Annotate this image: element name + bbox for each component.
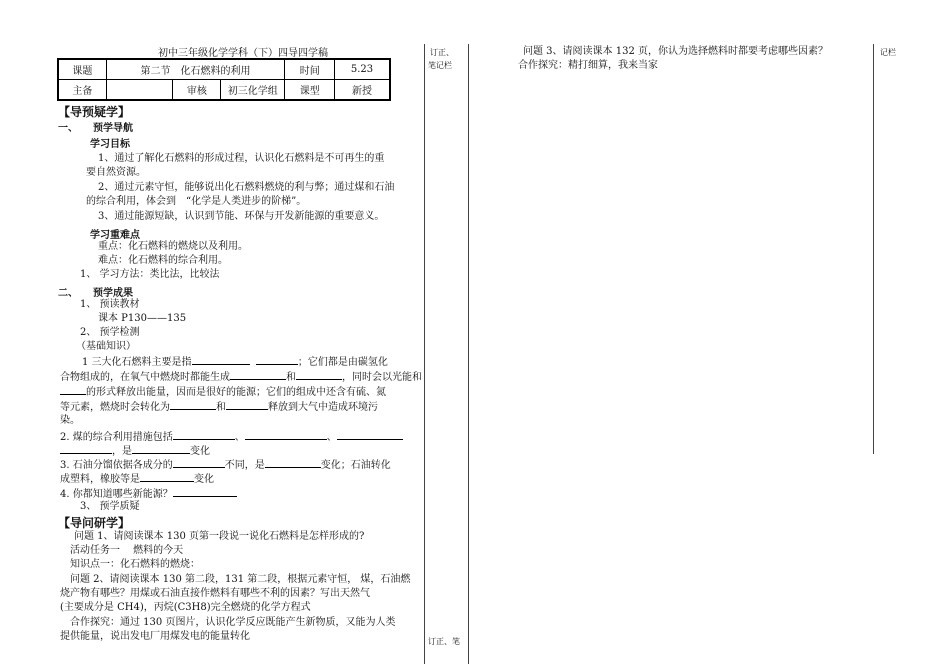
question-text: 问题 3、请阅读课本 132 页，你认为选择燃料时都要考虑哪些因素？: [523, 46, 828, 57]
column-divider: [873, 44, 874, 454]
question-text: 问题 2、请阅读课本 130 第二段，131 第二段，根据元素守恒， 煤，石油燃: [70, 574, 411, 585]
margin-label: 记栏: [880, 48, 896, 57]
key-point-text: 重点：化石燃料的燃烧以及利用。: [98, 241, 248, 252]
step-text: （基础知识）: [76, 341, 136, 352]
answer-blank[interactable]: [173, 486, 237, 497]
question-line: 2. 煤的综合利用措施包括 、 、: [60, 429, 403, 445]
margin-label: 订正、笔: [428, 637, 460, 646]
answer-blank[interactable]: [140, 471, 194, 482]
table-cell: 新授: [335, 80, 390, 101]
knowledge-text: 知识点一：化石燃料的燃烧：: [70, 559, 200, 570]
lesson-info-table: [57, 58, 391, 101]
answer-blank[interactable]: [60, 384, 86, 395]
key-points-heading: 学习重难点: [90, 230, 140, 241]
answer-blank[interactable]: [230, 369, 286, 380]
question-text: (主要成分是 CH4)，丙烷(C3H8)完全燃烧的化学方程式: [60, 602, 311, 613]
table-cell: 时间: [285, 59, 335, 80]
cooperation-text: 合作探究：精打细算，我来当家: [518, 60, 658, 71]
section-heading-research: 【导问研学】: [58, 516, 131, 530]
step-text: 1、 预读教材: [80, 299, 140, 310]
question-line: 的形式释放出能量，因而是很好的能源；它们的组成中还含有硫、氮: [60, 384, 386, 400]
step-text: 3、 预学质疑: [80, 501, 140, 512]
subsection-heading: 二、 预学成果: [58, 288, 133, 299]
answer-blank[interactable]: [173, 457, 225, 468]
goal-text: 要自然资源。: [86, 167, 146, 178]
table-cell: 初三化学组: [221, 80, 285, 101]
answer-blank[interactable]: [60, 443, 112, 454]
question-line: 染。: [60, 415, 80, 426]
answer-blank[interactable]: [296, 369, 342, 380]
answer-blank[interactable]: [192, 354, 250, 365]
question-line: 等元素，燃烧时会转化为 和 释放到大气中造成环境污: [60, 399, 378, 415]
question-line: 成塑料，橡胶等是 变化: [60, 471, 214, 487]
cooperation-text: 合作探究：通过 130 页图片，认识化学反应既能产生新物质，又能为人类: [70, 617, 396, 628]
question-text: 问题 1、请阅读课本 130 页第一段说一说化石燃料是怎样形成的?: [74, 531, 365, 542]
goal-text: 的综合利用，体会到 “化学是人类进步的阶梯”。: [86, 196, 307, 207]
column-divider: [424, 44, 425, 664]
answer-blank[interactable]: [265, 457, 321, 468]
document-title: 初中三年级化学学科（下）四导四学稿: [158, 48, 328, 59]
table-cell: 审核: [173, 80, 221, 101]
table-row: [58, 59, 390, 80]
answer-blank[interactable]: [337, 429, 403, 440]
table-cell: 5.23: [335, 59, 390, 80]
table-cell: 第二节 化石燃料的利用: [106, 59, 285, 80]
step-text: 课本 P130——135: [98, 313, 187, 324]
answer-blank[interactable]: [132, 443, 190, 454]
question-line: 1 三大化石燃料主要是指 ；它们都是由碳氢化: [82, 354, 388, 370]
question-line: 3. 石油分馏依据各成分的 不同，是 变化；石油转化: [60, 457, 391, 473]
margin-label: 订正、: [430, 48, 454, 57]
activity-text: 活动任务一 燃料的今天: [70, 545, 184, 556]
answer-blank[interactable]: [226, 399, 268, 410]
question-line: ，是 变化: [60, 443, 210, 459]
table-cell: 课型: [285, 80, 335, 101]
column-divider: [468, 44, 469, 664]
table-cell: 课题: [58, 59, 106, 80]
question-text: 烧产物有哪些？用煤或石油直接作燃料有哪些不利的因素？写出天然气: [60, 588, 370, 599]
section-heading-preview: 【导预疑学】: [58, 105, 131, 119]
answer-blank[interactable]: [173, 429, 235, 440]
goals-heading: 学习目标: [90, 139, 130, 150]
answer-blank[interactable]: [170, 399, 216, 410]
cooperation-text: 提供能量，说出发电厂用煤发电的能量转化: [60, 631, 250, 642]
margin-label: 笔记栏: [428, 61, 452, 70]
table-cell: 主备: [58, 80, 106, 101]
goal-text: 1、通过了解化石燃料的形成过程，认识化石燃料是不可再生的重: [98, 153, 385, 164]
table-cell: [106, 80, 173, 101]
question-line: 合物组成的，在氧气中燃烧时都能生成 和 ，同时会以光能和: [60, 369, 422, 385]
method-text: 1、 学习方法：类比法，比较法: [80, 269, 220, 280]
subsection-heading: 一、 预学导航: [58, 123, 133, 134]
table-row: [58, 80, 390, 101]
answer-blank[interactable]: [245, 429, 327, 440]
key-point-text: 难点：化石燃料的综合利用。: [98, 255, 228, 266]
answer-blank[interactable]: [256, 354, 298, 365]
goal-text: 2、通过元素守恒，能够说出化石燃料燃烧的利与弊；通过煤和石油: [98, 182, 395, 193]
goal-text: 3、通过能源短缺，认识到节能、环保与开发新能源的重要意义。: [98, 211, 385, 222]
question-line: 4. 你都知道哪些新能源？: [60, 486, 237, 502]
step-text: 2、 预学检测: [80, 327, 140, 338]
